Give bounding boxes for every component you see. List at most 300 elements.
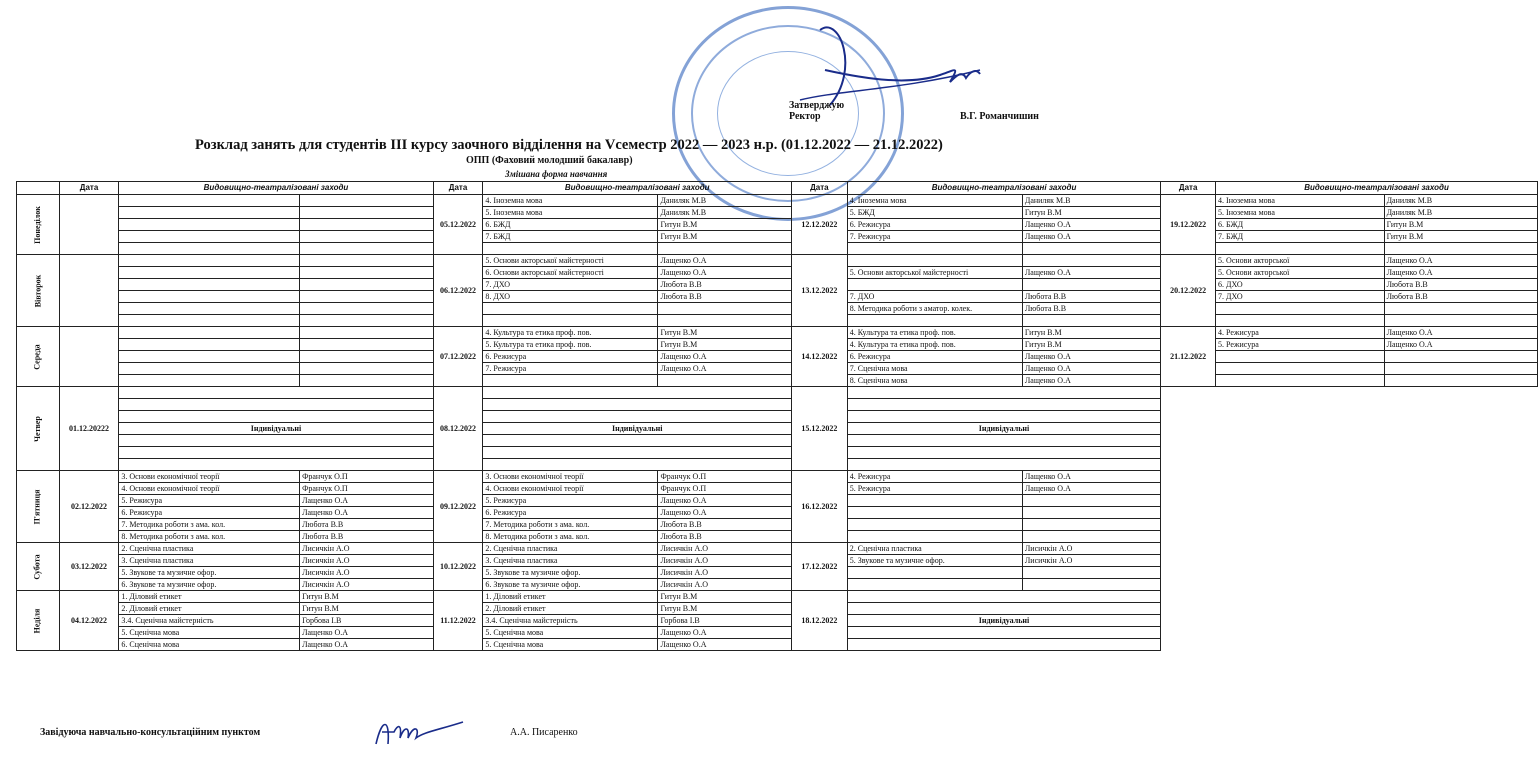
subject-cell: 6. Звукове та музичне офор. xyxy=(483,579,658,591)
subject-cell: 5. БЖД xyxy=(847,207,1022,219)
teacher-cell: Лащенко О.А xyxy=(1022,267,1160,279)
teacher-cell: Лисичкін А.О xyxy=(300,543,434,555)
empty-slot xyxy=(847,591,1161,603)
teacher-cell: Горбова І.В xyxy=(658,615,792,627)
subject-cell xyxy=(119,339,300,351)
date-cell: 06.12.2022 xyxy=(433,255,483,327)
empty-cell xyxy=(1161,471,1538,483)
day-label xyxy=(17,387,60,471)
teacher-cell: Лащенко О.А xyxy=(1384,267,1537,279)
empty-cell xyxy=(1161,507,1538,519)
subject-cell: 5. Основи акторської xyxy=(1216,255,1385,267)
subject-cell xyxy=(119,267,300,279)
teacher-cell xyxy=(300,195,434,207)
empty-cell xyxy=(1161,519,1538,531)
teacher-cell: Гитун В.М xyxy=(658,603,792,615)
teacher-cell: Лисичкін А.О xyxy=(1022,543,1160,555)
teacher-cell: Лисичкін А.О xyxy=(658,555,792,567)
subject-cell: 6. Режисура xyxy=(847,351,1022,363)
subject-cell: 3. Основи економічної теорії xyxy=(483,471,658,483)
empty-slot xyxy=(847,447,1161,459)
day-label xyxy=(17,255,60,327)
subject-cell xyxy=(483,375,658,387)
date-cell xyxy=(59,255,119,327)
program-subtitle: ОПП (Фаховий молодший бакалавр) xyxy=(466,155,633,166)
subject-cell xyxy=(119,363,300,375)
empty-cell xyxy=(1161,615,1538,627)
teacher-cell: Гитун В.М xyxy=(658,327,792,339)
teacher-cell: Гитун В.М xyxy=(1384,219,1537,231)
subject-cell xyxy=(1216,363,1385,375)
subject-cell: 8. Сценічна мова xyxy=(847,375,1022,387)
subject-cell: 6. Режисура xyxy=(483,507,658,519)
subject-cell xyxy=(847,507,1022,519)
subject-cell: 7. Методика роботи з ама. кол. xyxy=(119,519,300,531)
date-cell: 02.12.2022 xyxy=(59,471,119,543)
subject-cell: 5. Сценічна мова xyxy=(483,639,658,651)
subject-cell: 2. Діловий етикет xyxy=(119,603,300,615)
teacher-cell xyxy=(1384,243,1537,255)
teacher-cell xyxy=(300,315,434,327)
date-cell xyxy=(59,195,119,255)
teacher-cell: Франчук О.П xyxy=(658,471,792,483)
empty-slot xyxy=(119,459,433,471)
teacher-cell xyxy=(300,375,434,387)
subject-cell xyxy=(847,567,1022,579)
subject-cell: 4. Іноземна мова xyxy=(847,195,1022,207)
individual-label: Індивідуальні xyxy=(847,615,1161,627)
subject-cell: 4. Культура та етика проф. пов. xyxy=(483,327,658,339)
subject-cell: 5. Звукове та музичне офор. xyxy=(847,555,1022,567)
subject-cell xyxy=(1216,375,1385,387)
subject-cell: 6. Сценічна мова xyxy=(119,639,300,651)
subject-cell: 8. ДХО xyxy=(483,291,658,303)
empty-cell xyxy=(1161,603,1538,615)
date-cell: 15.12.2022 xyxy=(792,387,848,471)
schedule-table xyxy=(16,181,1538,651)
teacher-cell: Гитун В.М xyxy=(658,591,792,603)
date-cell: 14.12.2022 xyxy=(792,327,848,387)
empty-slot xyxy=(483,447,792,459)
subject-cell xyxy=(483,243,658,255)
empty-cell xyxy=(1161,555,1538,567)
subject-cell: 5. Режисура xyxy=(847,483,1022,495)
teacher-cell xyxy=(1022,507,1160,519)
subject-cell: 5. Іноземна мова xyxy=(483,207,658,219)
date-cell: 04.12.2022 xyxy=(59,591,119,651)
teacher-cell xyxy=(1022,519,1160,531)
day-label xyxy=(17,591,60,651)
empty-cell xyxy=(1161,387,1538,399)
empty-cell xyxy=(1161,591,1538,603)
empty-slot xyxy=(847,411,1161,423)
events-header: Видовищно-театралізовані заходи xyxy=(483,182,792,195)
teacher-cell xyxy=(300,231,434,243)
teacher-cell: Лащенко О.А xyxy=(1022,231,1160,243)
subject-cell xyxy=(119,315,300,327)
subject-cell: 2. Сценічна пластика xyxy=(119,543,300,555)
empty-slot xyxy=(483,387,792,399)
teacher-cell: Лисичкін А.О xyxy=(300,555,434,567)
subject-cell: 8. Методика роботи з ама. кол. xyxy=(119,531,300,543)
subject-cell: 8. Методика роботи з аматор. колек. xyxy=(847,303,1022,315)
subject-cell: 8. Методика роботи з ама. кол. xyxy=(483,531,658,543)
empty-cell xyxy=(1161,495,1538,507)
date-cell: 05.12.2022 xyxy=(433,195,483,255)
subject-cell xyxy=(119,375,300,387)
date-cell: 17.12.2022 xyxy=(792,543,848,591)
schedule-title: Розклад занять для студентів ІІІ курсу заочного відділення на Vсеместр 2022 — 2023 н.р. (01.12.2022 — 21.12.2022) xyxy=(195,137,943,153)
teacher-cell: Лащенко О.А xyxy=(658,495,792,507)
subject-cell: 5. Режисура xyxy=(483,495,658,507)
teacher-cell: Франчук О.П xyxy=(300,483,434,495)
subject-cell xyxy=(1216,303,1385,315)
events-header: Видовищно-театралізовані заходи xyxy=(847,182,1161,195)
teacher-cell xyxy=(300,363,434,375)
subject-cell: 6. Звукове та музичне офор. xyxy=(119,579,300,591)
subject-cell xyxy=(119,255,300,267)
subject-cell xyxy=(119,219,300,231)
subject-cell: 3. Сценічна пластика xyxy=(119,555,300,567)
subject-cell: 2. Сценічна пластика xyxy=(483,543,658,555)
teacher-cell: Лащенко О.А xyxy=(658,627,792,639)
teacher-cell: Любота В.В xyxy=(658,531,792,543)
day-name: П'ятниця xyxy=(32,489,42,524)
subject-cell xyxy=(847,579,1022,591)
empty-slot xyxy=(119,435,433,447)
teacher-cell xyxy=(658,303,792,315)
subject-cell: 4. Культура та етика проф. пов. xyxy=(847,327,1022,339)
individual-label: Індивідуальні xyxy=(483,423,792,435)
teacher-cell: Любота В.В xyxy=(1384,279,1537,291)
subject-cell: 7. ДХО xyxy=(1216,291,1385,303)
subject-cell: 4. Культура та етика проф. пов. xyxy=(847,339,1022,351)
teacher-cell xyxy=(300,303,434,315)
teacher-cell: Лащенко О.А xyxy=(1022,483,1160,495)
day-name: Неділя xyxy=(32,608,42,633)
teacher-cell: Лащенко О.А xyxy=(658,267,792,279)
rector-name: В.Г. Романчишин xyxy=(960,111,1039,122)
date-cell: 20.12.2022 xyxy=(1161,255,1216,327)
empty-cell xyxy=(1161,639,1538,651)
teacher-cell xyxy=(1022,243,1160,255)
subject-cell xyxy=(847,243,1022,255)
teacher-cell: Франчук О.П xyxy=(658,483,792,495)
teacher-cell: Лисичкін А.О xyxy=(1022,555,1160,567)
rector-label: Ректор xyxy=(789,111,821,122)
date-header: Дата xyxy=(59,182,119,195)
subject-cell: 5. Основи акторської майстерності xyxy=(483,255,658,267)
teacher-cell: Лащенко О.А xyxy=(1022,363,1160,375)
empty-cell xyxy=(1161,483,1538,495)
teacher-cell: Лащенко О.А xyxy=(300,627,434,639)
subject-cell: 7. Методика роботи з ама. кол. xyxy=(483,519,658,531)
teacher-cell: Любота В.В xyxy=(658,279,792,291)
subject-cell: 4. Основи економічної теорії xyxy=(119,483,300,495)
subject-cell: 6. Основи акторської майстерності xyxy=(483,267,658,279)
subject-cell: 5. Сценічна мова xyxy=(483,627,658,639)
subject-cell: 6. Режисура xyxy=(847,219,1022,231)
empty-slot xyxy=(847,627,1161,639)
teacher-cell xyxy=(300,351,434,363)
teacher-cell xyxy=(300,327,434,339)
study-form: Змішана форма навчання xyxy=(505,169,608,179)
empty-cell xyxy=(1161,579,1538,591)
subject-cell: 3. Основи економічної теорії xyxy=(119,471,300,483)
subject-cell: 6. Режисура xyxy=(483,351,658,363)
empty-slot xyxy=(847,387,1161,399)
day-name: Середа xyxy=(32,343,42,370)
subject-cell: 3. Сценічна пластика xyxy=(483,555,658,567)
date-cell: 01.12.20222 xyxy=(59,387,119,471)
date-cell: 16.12.2022 xyxy=(792,471,848,543)
date-header: Дата xyxy=(1161,182,1216,195)
empty-cell xyxy=(1161,543,1538,555)
day-name: Вівторок xyxy=(32,274,42,307)
subject-cell xyxy=(483,315,658,327)
teacher-cell: Лащенко О.А xyxy=(1022,375,1160,387)
subject-cell: 7. Сценічна мова xyxy=(847,363,1022,375)
empty-cell xyxy=(1161,627,1538,639)
subject-cell xyxy=(119,195,300,207)
subject-cell xyxy=(119,351,300,363)
subject-cell xyxy=(847,531,1022,543)
empty-slot xyxy=(119,411,433,423)
teacher-cell: Лащенко О.А xyxy=(300,639,434,651)
empty-slot xyxy=(847,435,1161,447)
teacher-cell: Гитун В.М xyxy=(1384,231,1537,243)
day-name: Понеділок xyxy=(32,205,42,244)
footer-position: Завідуюча навчально-консультаційним пунктом xyxy=(40,727,261,738)
subject-cell: 6. ДХО xyxy=(1216,279,1385,291)
teacher-cell xyxy=(300,339,434,351)
subject-cell xyxy=(847,255,1022,267)
teacher-cell: Даниляк М.В xyxy=(1384,207,1537,219)
footer-name: А.А. Писаренко xyxy=(510,727,578,738)
teacher-cell xyxy=(1022,567,1160,579)
teacher-cell xyxy=(1022,255,1160,267)
teacher-cell: Горбова І.В xyxy=(300,615,434,627)
empty-cell xyxy=(1161,567,1538,579)
subject-cell: 4. Режисура xyxy=(847,471,1022,483)
subject-cell: 5. Режисура xyxy=(119,495,300,507)
subject-cell: 5. Сценічна мова xyxy=(119,627,300,639)
day-name: Четвер xyxy=(32,415,42,442)
teacher-cell: Гитун В.М xyxy=(1022,207,1160,219)
teacher-cell: Любота В.В xyxy=(658,291,792,303)
date-cell: 08.12.2022 xyxy=(433,387,483,471)
empty-slot xyxy=(483,411,792,423)
teacher-cell xyxy=(1022,495,1160,507)
teacher-cell xyxy=(1384,303,1537,315)
empty-slot xyxy=(119,399,433,411)
subject-cell xyxy=(119,231,300,243)
day-label xyxy=(17,543,60,591)
teacher-cell: Франчук О.П xyxy=(300,471,434,483)
subject-cell xyxy=(483,303,658,315)
teacher-cell: Лащенко О.А xyxy=(1022,471,1160,483)
teacher-cell: Лащенко О.А xyxy=(1022,219,1160,231)
empty-slot xyxy=(119,447,433,459)
teacher-cell: Лащенко О.А xyxy=(658,363,792,375)
teacher-cell xyxy=(1384,363,1537,375)
empty-cell xyxy=(1161,459,1538,471)
teacher-cell xyxy=(300,243,434,255)
subject-cell: 4. Основи економічної теорії xyxy=(483,483,658,495)
teacher-cell xyxy=(300,291,434,303)
subject-cell: 7. Режисура xyxy=(483,363,658,375)
corner-cell xyxy=(17,182,60,195)
subject-cell: 1. Діловий етикет xyxy=(119,591,300,603)
teacher-cell: Лащенко О.А xyxy=(658,639,792,651)
date-cell: 10.12.2022 xyxy=(433,543,483,591)
subject-cell xyxy=(847,495,1022,507)
events-header: Видовищно-театралізовані заходи xyxy=(1216,182,1538,195)
day-name: Субота xyxy=(32,553,42,580)
subject-cell xyxy=(1216,243,1385,255)
teacher-cell: Любота В.В xyxy=(658,519,792,531)
teacher-cell xyxy=(658,375,792,387)
subject-cell xyxy=(119,243,300,255)
teacher-cell: Гитун В.М xyxy=(658,219,792,231)
teacher-cell: Лащенко О.А xyxy=(1384,327,1537,339)
date-cell: 09.12.2022 xyxy=(433,471,483,543)
date-cell: 19.12.2022 xyxy=(1161,195,1216,255)
teacher-cell: Даниляк М.В xyxy=(658,207,792,219)
teacher-cell: Гитун В.М xyxy=(658,231,792,243)
teacher-cell xyxy=(300,219,434,231)
teacher-cell xyxy=(300,267,434,279)
subject-cell: 1. Діловий етикет xyxy=(483,591,658,603)
subject-cell: 7. Режисура xyxy=(847,231,1022,243)
subject-cell: 7. БЖД xyxy=(1216,231,1385,243)
subject-cell: 4. Іноземна мова xyxy=(1216,195,1385,207)
date-cell: 13.12.2022 xyxy=(792,255,848,327)
date-cell xyxy=(59,327,119,387)
teacher-cell: Гитун В.М xyxy=(300,603,434,615)
date-cell: 11.12.2022 xyxy=(433,591,483,651)
subject-cell: 5. Режисура xyxy=(1216,339,1385,351)
subject-cell xyxy=(119,327,300,339)
subject-cell xyxy=(1216,351,1385,363)
teacher-cell xyxy=(300,207,434,219)
subject-cell xyxy=(847,519,1022,531)
teacher-cell: Лащенко О.А xyxy=(300,495,434,507)
date-header: Дата xyxy=(792,182,848,195)
subject-cell: 2. Сценічна пластика xyxy=(847,543,1022,555)
individual-label: Індивідуальні xyxy=(847,423,1161,435)
teacher-cell: Лисичкін А.О xyxy=(300,567,434,579)
teacher-cell: Лащенко О.А xyxy=(1022,351,1160,363)
empty-slot xyxy=(847,603,1161,615)
individual-label: Індивідуальні xyxy=(119,423,433,435)
date-cell: 21.12.2022 xyxy=(1161,327,1216,387)
subject-cell: 3.4. Сценічна майстерність xyxy=(119,615,300,627)
subject-cell: 2. Діловий етикет xyxy=(483,603,658,615)
teacher-cell: Даниляк М.В xyxy=(658,195,792,207)
subject-cell: 4. Режисура xyxy=(1216,327,1385,339)
teacher-cell xyxy=(658,315,792,327)
teacher-cell xyxy=(1384,351,1537,363)
empty-slot xyxy=(847,639,1161,651)
subject-cell: 5. Культура та етика проф. пов. xyxy=(483,339,658,351)
subject-cell xyxy=(119,207,300,219)
teacher-cell: Лащенко О.А xyxy=(658,255,792,267)
empty-slot xyxy=(847,459,1161,471)
teacher-cell xyxy=(1022,279,1160,291)
teacher-cell xyxy=(1022,531,1160,543)
head-signature xyxy=(368,714,468,754)
subject-cell: 7. ДХО xyxy=(483,279,658,291)
date-cell: 12.12.2022 xyxy=(792,195,848,255)
subject-cell: 5. Звукове та музичне офор. xyxy=(483,567,658,579)
subject-cell xyxy=(847,315,1022,327)
empty-slot xyxy=(119,387,433,399)
teacher-cell: Лисичкін А.О xyxy=(658,543,792,555)
empty-cell xyxy=(1161,447,1538,459)
subject-cell: 7. БЖД xyxy=(483,231,658,243)
empty-slot xyxy=(847,399,1161,411)
teacher-cell: Любота В.В xyxy=(1384,291,1537,303)
subject-cell: 5. Іноземна мова xyxy=(1216,207,1385,219)
teacher-cell: Лисичкін А.О xyxy=(300,579,434,591)
teacher-cell: Лисичкін А.О xyxy=(658,567,792,579)
date-header: Дата xyxy=(433,182,483,195)
empty-slot xyxy=(483,399,792,411)
day-label xyxy=(17,195,60,255)
subject-cell xyxy=(847,279,1022,291)
subject-cell xyxy=(119,279,300,291)
day-label xyxy=(17,471,60,543)
teacher-cell: Гитун В.М xyxy=(1022,339,1160,351)
subject-cell: 7. ДХО xyxy=(847,291,1022,303)
teacher-cell: Лащенко О.А xyxy=(300,507,434,519)
teacher-cell: Лащенко О.А xyxy=(1384,255,1537,267)
teacher-cell: Даниляк М.В xyxy=(1384,195,1537,207)
day-label xyxy=(17,327,60,387)
subject-cell xyxy=(119,303,300,315)
approve-label: Затверджую xyxy=(789,100,845,111)
teacher-cell xyxy=(1022,579,1160,591)
teacher-cell xyxy=(1384,375,1537,387)
teacher-cell xyxy=(300,255,434,267)
subject-cell: 6. БЖД xyxy=(1216,219,1385,231)
date-cell: 07.12.2022 xyxy=(433,327,483,387)
date-cell: 03.12.2022 xyxy=(59,543,119,591)
events-header: Видовищно-театралізовані заходи xyxy=(119,182,433,195)
date-cell: 18.12.2022 xyxy=(792,591,848,651)
empty-cell xyxy=(1161,435,1538,447)
empty-cell xyxy=(1161,531,1538,543)
subject-cell: 4. Іноземна мова xyxy=(483,195,658,207)
teacher-cell: Лащенко О.А xyxy=(658,351,792,363)
subject-cell xyxy=(1216,315,1385,327)
empty-cell xyxy=(1161,423,1538,435)
teacher-cell: Любота В.В xyxy=(300,531,434,543)
teacher-cell: Любота В.В xyxy=(1022,303,1160,315)
subject-cell xyxy=(119,291,300,303)
subject-cell: 6. БЖД xyxy=(483,219,658,231)
subject-cell: 3.4. Сценічна майстерність xyxy=(483,615,658,627)
teacher-cell: Любота В.В xyxy=(300,519,434,531)
teacher-cell: Лащенко О.А xyxy=(658,507,792,519)
empty-cell xyxy=(1161,399,1538,411)
teacher-cell: Лисичкін А.О xyxy=(658,579,792,591)
teacher-cell: Лащенко О.А xyxy=(1384,339,1537,351)
subject-cell: 5. Основи акторської xyxy=(1216,267,1385,279)
teacher-cell xyxy=(300,279,434,291)
teacher-cell: Гитун В.М xyxy=(300,591,434,603)
